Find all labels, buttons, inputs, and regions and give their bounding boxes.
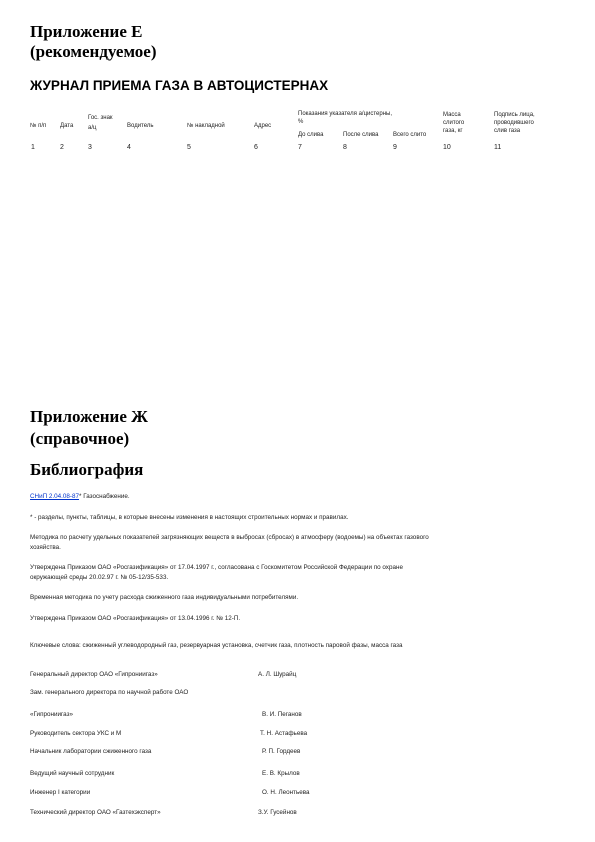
bibliography-title: Библиография <box>30 460 144 479</box>
col-number: 11 <box>494 144 502 151</box>
bibliography-temp-method: Временная методика по учету расхода сжиженного газа индивидуальными потребителями. <box>30 594 299 601</box>
signature-role: Руководитель сектора УКС и М <box>30 730 122 737</box>
bibliography-methodology: Методика по расчету удельных показателей загрязняющих веществ в выбросах (сбросах) в атмосферу (водоемы) на объектах газового хозяйства. <box>30 534 429 551</box>
signature-name: В. И. Пеганов <box>262 711 302 718</box>
signature-role: Зам. генерального директора по научной работе ОАО <box>30 689 189 696</box>
col-header-signature: Подпись лица, проводившего слив газа <box>494 112 535 134</box>
appendix-e-title: Приложение Е <box>30 22 143 41</box>
col-number: 6 <box>254 144 258 151</box>
snip-link[interactable]: СНиП 2.04.08-87 <box>30 493 79 500</box>
signature-name: А. Л. Шурайц <box>258 671 297 678</box>
signature-name: З.У. Гусейнов <box>258 809 297 816</box>
signature-name: Р. П. Гордеев <box>262 748 301 755</box>
col-header-mass: Масса слитого газа, кг <box>443 112 465 134</box>
signature-role: «Гипрониигаз» <box>30 711 73 718</box>
col-number: 4 <box>127 144 131 151</box>
signature-role: Инженер I категории <box>30 789 91 796</box>
keywords: Ключевые слова: сжиженный углеводородный газ, резервуарная установка, счетчик газа, плотность паровой фазы, масса газа <box>30 642 403 649</box>
col-number: 3 <box>88 144 92 151</box>
col-header-before-drain: До слива <box>298 132 324 138</box>
signature-name: Е. В. Крылов <box>262 770 300 777</box>
col-number: 8 <box>343 144 347 151</box>
bibliography-approval-2: Утверждена Приказом ОАО «Росгазификация» от 13.04.1996 г. № 12-П. <box>30 615 241 622</box>
appendix-e-note: (рекомендуемое) <box>30 42 157 61</box>
col-header-total-drained: Всего слито <box>393 132 427 138</box>
bibliography-star-note: * - разделы, пункты, таблицы, в которые внесены изменения в настоящих строительных нормах и правилах. <box>30 514 349 521</box>
col-header-date: Дата <box>60 123 74 129</box>
journal-title: ЖУРНАЛ ПРИЕМА ГАЗА В АВТОЦИСТЕРНАХ <box>30 78 329 93</box>
col-header-address: Адрес <box>254 123 272 129</box>
col-number: 9 <box>393 144 397 151</box>
col-header-after-drain: После слива <box>343 132 379 138</box>
signature-role: Ведущий научный сотрудник <box>30 770 115 777</box>
col-number: 1 <box>31 144 35 151</box>
appendix-zh-note: (справочное) <box>30 429 130 448</box>
col-header-level-group: Показания указателя а/цистерны, % <box>298 111 393 125</box>
bibliography-approval-1: Утверждена Приказом ОАО «Росгазификация» от 17.04.1997 г., согласована с Госкомитетом Российской Федерации по охране окружающей среды 20.02.97 г. № 05-12/35-533. <box>30 564 403 581</box>
signature-role: Технический директор ОАО «Газтехэксперт» <box>30 809 161 816</box>
col-header-gov-sign: Гос. знак а/ц <box>88 115 113 131</box>
signature-role: Генеральный директор ОАО «Гипрониигаз» <box>30 671 158 678</box>
col-number: 7 <box>298 144 302 151</box>
signature-role: Начальник лаборатории сжиженного газа <box>30 748 152 755</box>
bibliography-snip: СНиП 2.04.08-87* Газоснабжение. <box>30 493 130 500</box>
col-number: 10 <box>443 144 451 151</box>
appendix-zh-title: Приложение Ж <box>30 407 148 426</box>
col-number: 5 <box>187 144 191 151</box>
col-header-invoice: № накладной <box>187 123 225 129</box>
col-number: 2 <box>60 144 64 151</box>
signature-name: О. Н. Леонтьева <box>262 789 310 796</box>
signatures-block <box>0 668 595 828</box>
journal-table <box>0 105 595 155</box>
col-header-num: № п/п <box>30 123 47 129</box>
col-header-driver: Водитель <box>127 123 154 129</box>
signature-name: Т. Н. Астафьева <box>260 730 308 737</box>
